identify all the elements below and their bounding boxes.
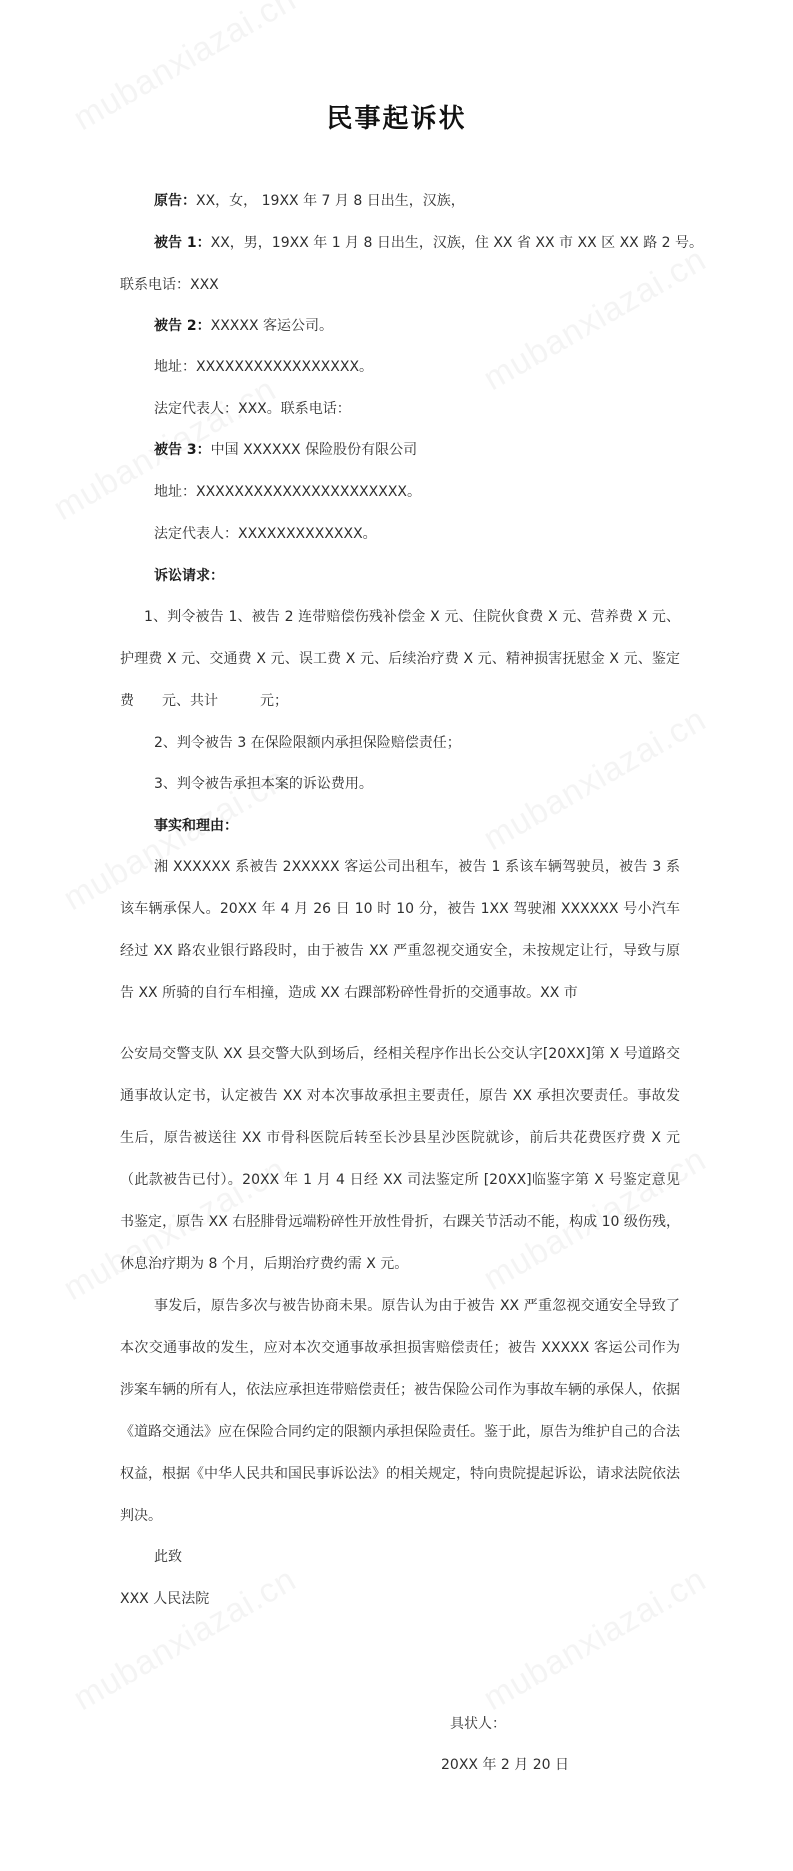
defendant1-contact: 联系电话：XXX (120, 277, 219, 293)
defendant3-text: 中国 XXXXXX 保险股份有限公司 (210, 442, 418, 458)
defendant2-label: 被告 2： (154, 318, 211, 334)
watermark (477, 1560, 713, 1719)
defendant3-rep: 法定代表人：XXXXXXXXXXXXX。 (154, 526, 377, 542)
defendant2-rep: 法定代表人：XXX。联系电话： (154, 401, 351, 417)
claims-item-2: 2、判令被告 3 在保险限额内承担保险赔偿责任； (154, 735, 461, 751)
defendant2-line (154, 315, 333, 335)
facts-paragraph-2: 公安局交警支队 XX 县交警大队到场后，经相关程序作出长公交认字[20XX]第 X 号道路交通事故认定书，认定被告 XX 对本次事故承担主要责任，原告 XX 承担次要责任。事故发生后，原告被送往 XX 市骨科医院后转至长沙县星沙医院就诊，前后共花费医疗费 X 元（此款被告已付）。20XX 年 1 月 4 日经 XX 司法鉴定所 [20XX]临鉴字第 X 号鉴定意见书鉴定，原告 XX 右胫腓骨远端粉碎性开放性骨折，右踝关节活动不能，构成 10 级伤残，休息治疗期为 8 个月，后期治疗费约需 X 元。 (120, 1046, 680, 1272)
plaintiff-line (154, 190, 465, 210)
claims-item-3: 3、判令被告承担本案的诉讼费用。 (154, 776, 373, 792)
facts-paragraph-1: 湘 XXXXXX 系被告 2XXXXX 客运公司出租车，被告 1 系该车辆驾驶员，被告 3 系该车辆承保人。20XX 年 4 月 26 日 10 时 10 分，被告 1XX 驾驶湘 XXXXXX 号小汽车经过 XX 路农业银行路段时，由于被告 XX 严重忽视交通安全，未按规定让行，导致与原告 XX 所骑的自行车相撞，造成 XX 右踝部粉碎性骨折的交通事故。XX 市 (120, 859, 680, 1001)
watermark (67, 1560, 303, 1719)
watermark (477, 240, 713, 399)
facts-paragraph-3: 事发后，原告多次与被告协商未果。原告认为由于被告 XX 严重忽视交通安全导致了本次交通事故的发生，应对本次交通事故承担损害赔偿责任；被告 XXXXX 客运公司作为涉案车辆的所有人，依法应承担连带赔偿责任；被告保险公司作为事故车辆的承保人，依据《道路交通法》应在保险合同约定的限额内承担保险责任。鉴于此，原告为维护自己的合法权益，根据《中华人民共和国民事诉讼法》的相关规定，特向贵院提起诉讼，请求法院依法判决。 (120, 1298, 680, 1524)
defendant1-label: 被告 1： (154, 235, 211, 251)
defendant2-address: 地址：XXXXXXXXXXXXXXXXX。 (154, 359, 374, 375)
plaintiff-label: 原告： (154, 193, 196, 209)
defendant1-line (154, 232, 703, 252)
facts-heading: 事实和理由： (154, 818, 238, 834)
defendant2-text: XXXXX 客运公司。 (210, 318, 334, 334)
signer-label: 具状人： (450, 1716, 506, 1732)
defendant3-address: 地址：XXXXXXXXXXXXXXXXXXXXXX。 (154, 484, 421, 500)
document-title: 民事起诉状 (326, 104, 467, 134)
claims-heading: 诉讼请求： (154, 568, 224, 584)
claims-item-1: 1、判令被告 1、被告 2 连带赔偿伤残补偿金 X 元、住院伙食费 X 元、营养费 X 元、护理费 X 元、交通费 X 元、误工费 X 元、后续治疗费 X 元、精神损害抚慰金 X 元、鉴定费 元、共计 元； (120, 609, 680, 709)
defendant3-line (154, 439, 417, 459)
filing-date: 20XX 年 2 月 20 日 (441, 1757, 569, 1773)
defendant3-label: 被告 3： (154, 442, 211, 458)
watermark (477, 700, 713, 859)
closing-salutation: 此致 (154, 1549, 182, 1565)
plaintiff-text: XX，女， 19XX 年 7 月 8 日出生，汉族， (196, 193, 465, 209)
defendant1-text: XX，男，19XX 年 1 月 8 日出生，汉族，住 XX 省 XX 市 XX 区 XX 路 2 号。 (210, 235, 704, 251)
court-name: XXX 人民法院 (120, 1591, 210, 1607)
